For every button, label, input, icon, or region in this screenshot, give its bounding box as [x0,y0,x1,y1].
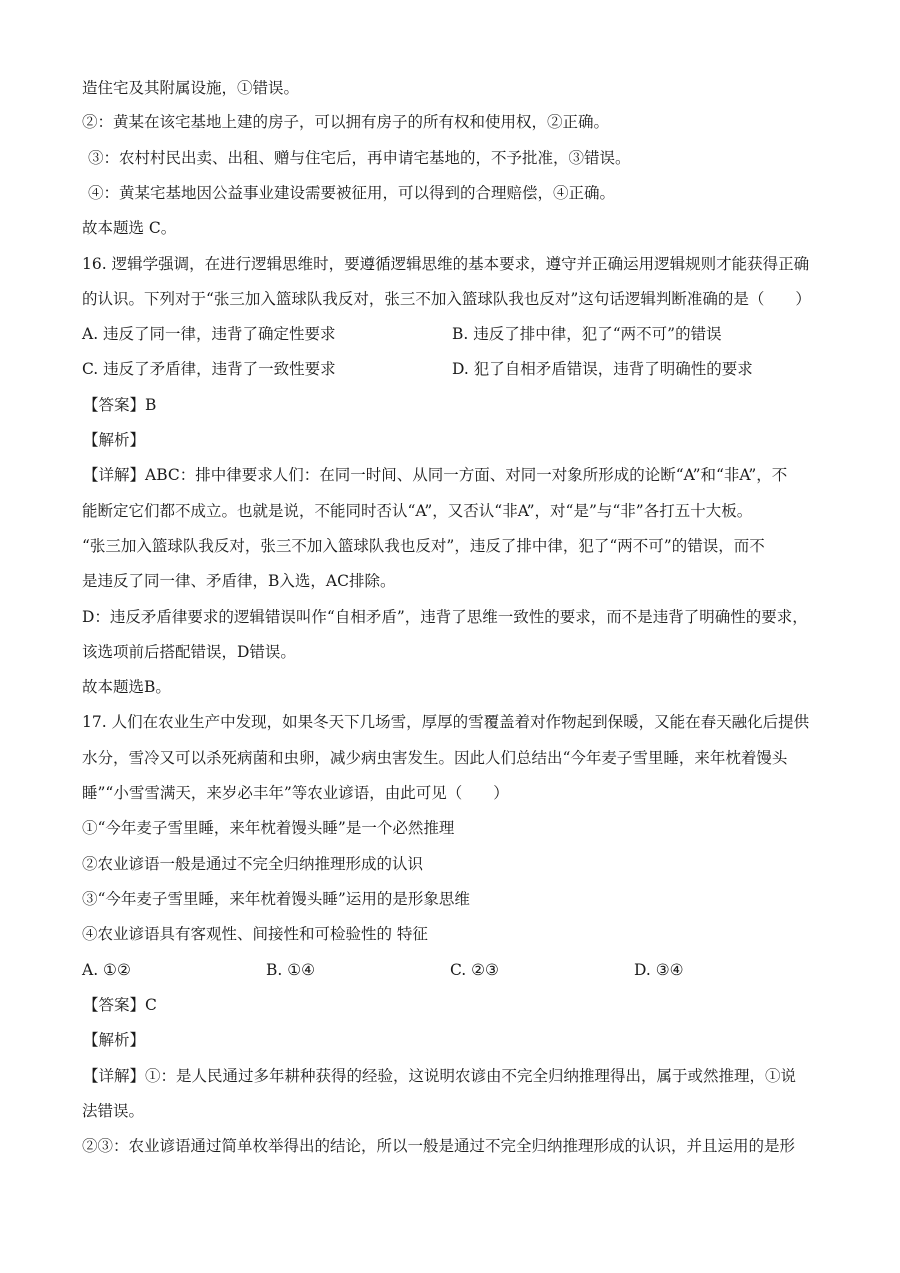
statement-2: ②农业谚语一般是通过不完全归纳推理形成的认识 [82,855,424,873]
text-line: ④：黄某宅基地因公益事业建设需要被征用，可以得到的合理赔偿，④正确。 [88,184,616,202]
detail-line: 【详解】①：是人民通过多年耕种获得的经验，这说明农谚由不完全归纳推理得出，属于或然推理，①说 [83,1067,797,1085]
detail-line: 故本题选B。 [82,678,171,696]
text-line: 造住宅及其附属设施，①错误。 [82,79,300,97]
option-c: C. ②③ [450,961,499,979]
detail-line: 【详解】ABC：排中律要求人们：在同一时间、从同一方面、对同一对象所形成的论断“A”和“非A”，不 [83,466,788,484]
analysis-label: 【解析】 [83,431,146,449]
option-b: B. 违反了排中律，犯了“两不可”的错误 [452,325,722,343]
question-stem: 17. 人们在农业生产中发现，如果冬天下几场雪，厚厚的雪覆盖着对作物起到保暖，又能在春天融化后提供 [82,713,810,731]
option-c: C. 违反了矛盾律，违背了一致性要求 [82,360,336,378]
answer-label: 【答案】B [83,396,157,414]
option-a: A. 违反了同一律，违背了确定性要求 [82,325,336,343]
statement-4: ④农业谚语具有客观性、间接性和可检验性的 特征 [82,925,428,943]
detail-line: 能断定它们都不成立。也就是说，不能同时否认“A”，又否认“非A”，对“是”与“非”各打五十大板。 [82,502,753,520]
question-stem: 水分，雪冷又可以杀死病菌和虫卵，减少病虫害发生。因此人们总结出“今年麦子雪里睡，来年枕着馒头 [82,749,788,767]
statement-1: ①“今年麦子雪里睡，来年枕着馒头睡”是一个必然推理 [82,819,455,837]
option-b: B. ①④ [266,961,316,979]
text-line: 故本题选 C。 [82,219,177,237]
question-stem: 的认识。下列对于“张三加入篮球队我反对，张三不加入篮球队我也反对”这句话逻辑判断准确的是（ ） [82,290,811,308]
option-d: D. 犯了自相矛盾错误，违背了明确性的要求 [452,360,753,378]
detail-line: “张三加入篮球队我反对，张三不加入篮球队我也反对”，违反了排中律，犯了“两不可”的错误，而不 [82,537,765,555]
detail-line: 该选项前后搭配错误，D错误。 [82,643,296,661]
detail-line: 是违反了同一律、矛盾律，B入选，AC排除。 [82,572,396,590]
text-line: ②：黄某在该宅基地上建的房子，可以拥有房子的所有权和使用权，②正确。 [82,113,610,131]
question-stem: 睡”“小雪雪满天，来岁必丰年”等农业谚语，由此可见（ ） [82,784,509,802]
answer-label: 【答案】C [83,996,157,1014]
option-a: A. ①② [82,961,131,979]
detail-line: ②③：农业谚语通过简单枚举得出的结论，所以一般是通过不完全归纳推理形成的认识，并且运用的是形 [82,1137,796,1155]
statement-3: ③“今年麦子雪里睡，来年枕着馒头睡”运用的是形象思维 [82,890,470,908]
detail-line: D：违反矛盾律要求的逻辑错误叫作“自相矛盾”，违背了思维一致性的要求，而不是违背了明确性的要求， [82,608,808,626]
option-d: D. ③④ [634,961,684,979]
question-stem: 16. 逻辑学强调，在进行逻辑思维时，要遵循逻辑思维的基本要求，遵守并正确运用逻辑规则才能获得正确 [82,255,810,273]
analysis-label: 【解析】 [83,1031,146,1049]
text-line: ③：农村村民出卖、出租、赠与住宅后，再申请宅基地的，不予批准，③错误。 [88,149,631,167]
detail-line: 法错误。 [82,1102,145,1120]
